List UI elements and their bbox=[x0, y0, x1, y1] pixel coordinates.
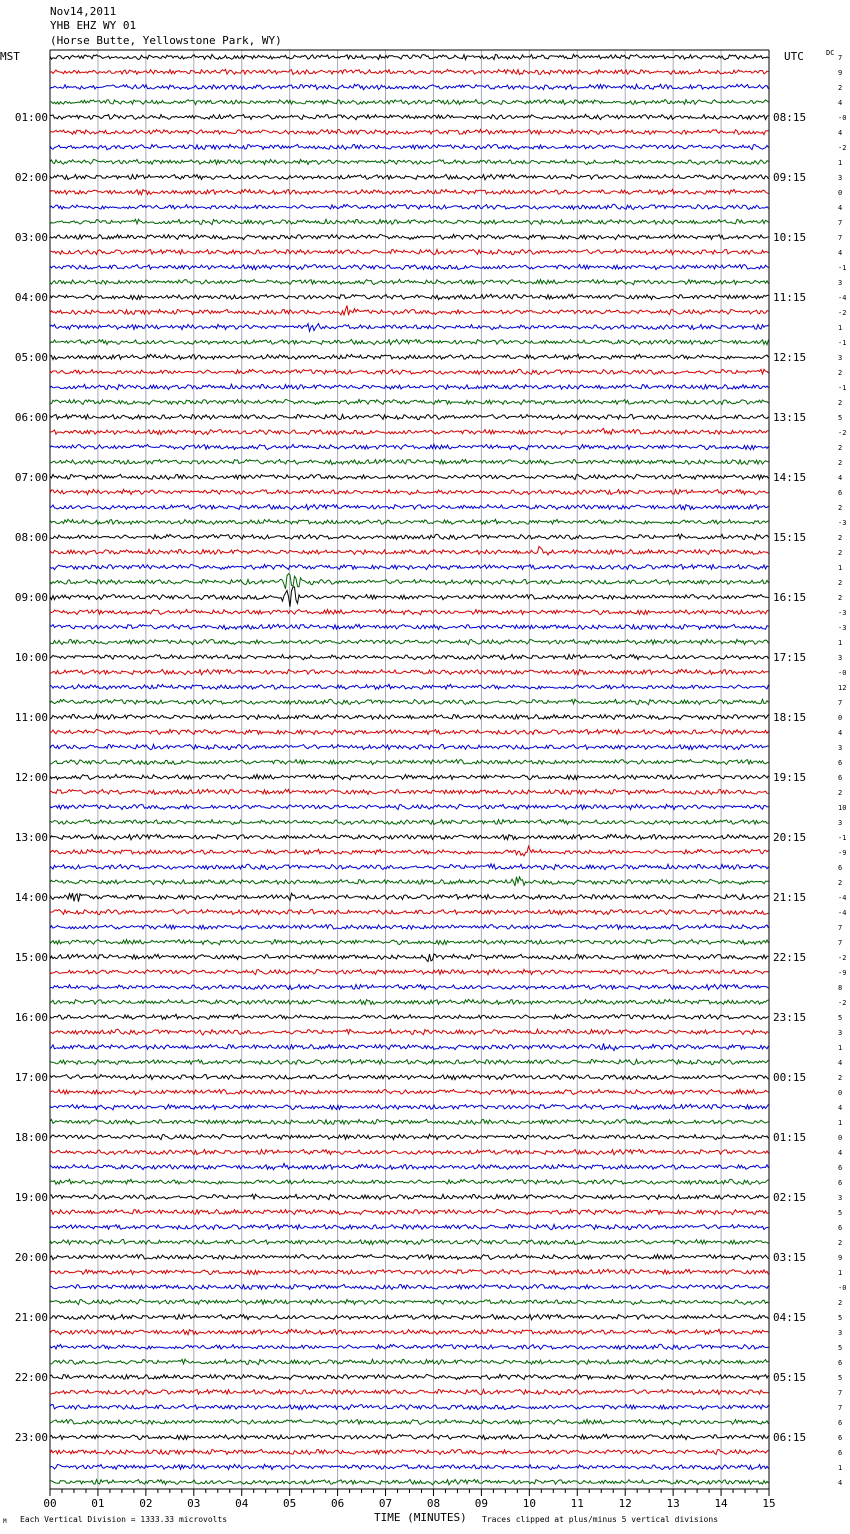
seismic-trace bbox=[50, 1329, 769, 1334]
seismic-trace bbox=[50, 1163, 769, 1169]
seismic-trace bbox=[50, 1254, 769, 1259]
seismic-trace bbox=[50, 189, 769, 194]
dc-offset-label: 7 bbox=[838, 219, 843, 227]
seismic-trace bbox=[50, 1209, 769, 1214]
x-tick-label: 10 bbox=[522, 1497, 536, 1510]
seismic-trace bbox=[50, 1014, 769, 1019]
seismic-trace bbox=[50, 1405, 769, 1410]
dc-offset-label: 2 bbox=[838, 444, 843, 452]
seismic-trace bbox=[50, 1119, 769, 1124]
x-tick-label: 13 bbox=[666, 1497, 680, 1510]
dc-offset-label: 4 bbox=[838, 1104, 843, 1112]
seismic-trace bbox=[50, 1434, 769, 1439]
seismic-trace bbox=[50, 1480, 769, 1485]
seismic-trace bbox=[50, 804, 769, 809]
dc-offset-label: 1 bbox=[838, 1464, 843, 1472]
dc-offset-label: 0 bbox=[838, 189, 843, 197]
dc-offset-label: 4 bbox=[838, 1479, 843, 1487]
dc-offset-label: -3 bbox=[838, 624, 847, 632]
x-tick-label: 05 bbox=[283, 1497, 297, 1510]
x-tick-label: 03 bbox=[187, 1497, 201, 1510]
x-tick-label: 06 bbox=[330, 1497, 345, 1510]
left-hour-label: 04:00 bbox=[14, 291, 48, 304]
right-hour-label: 06:15 bbox=[773, 1431, 807, 1444]
seismic-trace bbox=[50, 306, 769, 316]
seismic-trace bbox=[50, 474, 769, 479]
left-hour-label: 20:00 bbox=[14, 1251, 48, 1264]
seismic-trace bbox=[50, 834, 769, 840]
dc-offset-label: 4 bbox=[838, 99, 843, 107]
seismic-trace bbox=[50, 684, 769, 689]
right-hour-label: 20:15 bbox=[773, 831, 807, 844]
dc-offset-label: 2 bbox=[838, 369, 843, 377]
dc-offset-label: 7 bbox=[838, 54, 843, 62]
seismic-trace bbox=[50, 1449, 769, 1454]
station-location: (Horse Butte, Yellowstone Park, WY) bbox=[50, 34, 282, 47]
dc-offset-label: -1 bbox=[838, 339, 847, 347]
dc-offset-label: 1 bbox=[838, 1269, 843, 1277]
seismic-trace bbox=[50, 1104, 769, 1110]
dc-offset-label: 3 bbox=[838, 174, 843, 182]
seismic-trace bbox=[50, 1240, 769, 1245]
x-tick-label: 11 bbox=[570, 1497, 584, 1510]
x-tick-label: 08 bbox=[426, 1497, 441, 1510]
dc-offset-label: -4 bbox=[838, 294, 847, 302]
seismic-trace bbox=[50, 715, 769, 720]
dc-offset-label: 1 bbox=[838, 564, 843, 572]
dc-offset-label: 2 bbox=[838, 594, 843, 602]
seismic-trace bbox=[50, 175, 769, 180]
dc-offset-label: 3 bbox=[838, 1329, 843, 1337]
dc-offset-label: 4 bbox=[838, 249, 843, 257]
dc-offset-label: 3 bbox=[838, 819, 843, 827]
right-hour-label: 21:15 bbox=[773, 891, 807, 904]
dc-offset-label: -1 bbox=[838, 834, 847, 842]
left-hour-label: 07:00 bbox=[14, 471, 48, 484]
dc-offset-label: 6 bbox=[838, 1449, 843, 1457]
dc-offset-label: 3 bbox=[838, 744, 843, 752]
seismic-trace bbox=[50, 969, 769, 974]
x-tick-label: 14 bbox=[714, 1497, 728, 1510]
seismic-trace bbox=[50, 864, 769, 870]
dc-offset-label: 2 bbox=[838, 534, 843, 542]
seismic-trace bbox=[50, 234, 769, 239]
dc-column-label: DC bbox=[826, 49, 835, 57]
dc-offset-label: 2 bbox=[838, 504, 843, 512]
seismic-trace bbox=[50, 789, 769, 794]
seismic-trace bbox=[50, 1284, 769, 1289]
seismic-trace bbox=[50, 564, 769, 569]
dc-offset-label: 6 bbox=[838, 1359, 843, 1367]
right-hour-label: 04:15 bbox=[773, 1311, 807, 1324]
dc-offset-label: 1 bbox=[838, 639, 843, 647]
dc-offset-label: 2 bbox=[838, 549, 843, 557]
seismic-trace bbox=[50, 100, 769, 105]
left-hour-label: 11:00 bbox=[14, 711, 48, 724]
seismic-trace bbox=[50, 249, 769, 254]
seismic-trace bbox=[50, 1315, 769, 1320]
right-hour-label: 09:15 bbox=[773, 171, 807, 184]
seismic-trace bbox=[50, 354, 769, 359]
seismic-trace bbox=[50, 159, 769, 164]
dc-offset-label: 2 bbox=[838, 84, 843, 92]
seismic-trace bbox=[50, 1299, 769, 1304]
seismic-trace bbox=[50, 877, 769, 886]
dc-offset-label: 2 bbox=[838, 1074, 843, 1082]
left-hour-label: 08:00 bbox=[14, 531, 48, 544]
dc-offset-label: 7 bbox=[838, 699, 843, 707]
seismic-trace bbox=[50, 84, 769, 89]
dc-offset-label: -2 bbox=[838, 429, 847, 437]
dc-offset-label: 3 bbox=[838, 354, 843, 362]
dc-offset-label: 6 bbox=[838, 759, 843, 767]
dc-offset-label: 6 bbox=[838, 1164, 843, 1172]
right-hour-label: 17:15 bbox=[773, 651, 807, 664]
seismic-trace bbox=[50, 574, 769, 589]
right-hour-label: 08:15 bbox=[773, 111, 807, 124]
plot-date: Nov14,2011 bbox=[50, 5, 117, 18]
x-tick-label: 09 bbox=[474, 1497, 489, 1510]
seismic-trace bbox=[50, 219, 769, 224]
seismic-trace bbox=[50, 655, 769, 660]
seismic-trace bbox=[50, 340, 769, 345]
station-id: YHB EHZ WY 01 bbox=[50, 19, 137, 32]
dc-offset-label: -0 bbox=[838, 1284, 847, 1292]
dc-offset-label: 2 bbox=[838, 879, 843, 887]
seismic-trace bbox=[50, 760, 769, 765]
right-hour-label: 18:15 bbox=[773, 711, 807, 724]
seismic-trace bbox=[50, 1224, 769, 1229]
dc-offset-label: -0 bbox=[838, 114, 847, 122]
seismic-trace bbox=[50, 489, 769, 494]
right-hour-label: 00:15 bbox=[773, 1071, 807, 1084]
seismic-trace bbox=[50, 384, 769, 389]
seismic-trace bbox=[50, 1464, 769, 1469]
left-hour-label: 06:00 bbox=[14, 411, 48, 424]
dc-offset-label: 2 bbox=[838, 789, 843, 797]
seismic-trace bbox=[50, 1150, 769, 1155]
seismic-trace bbox=[50, 609, 769, 614]
dc-offset-label: 0 bbox=[838, 714, 843, 722]
right-hour-label: 02:15 bbox=[773, 1191, 807, 1204]
dc-offset-label: 6 bbox=[838, 489, 843, 497]
dc-offset-label: 2 bbox=[838, 1239, 843, 1247]
x-tick-label: 15 bbox=[762, 1497, 776, 1510]
corner-mark: M bbox=[3, 1518, 7, 1525]
dc-offset-label: 9 bbox=[838, 69, 843, 77]
left-hour-label: 09:00 bbox=[14, 591, 48, 604]
right-hour-label: 14:15 bbox=[773, 471, 807, 484]
left-hour-label: 17:00 bbox=[14, 1071, 48, 1084]
dc-offset-label: 2 bbox=[838, 399, 843, 407]
dc-offset-label: 0 bbox=[838, 1134, 843, 1142]
scale-note: Each Vertical Division = 1333.33 microvolts bbox=[20, 1515, 228, 1524]
seismic-trace bbox=[50, 587, 769, 607]
seismic-trace bbox=[50, 1075, 769, 1080]
right-hour-label: 22:15 bbox=[773, 951, 807, 964]
left-hour-label: 16:00 bbox=[14, 1011, 48, 1024]
dc-offset-label: 0 bbox=[838, 1089, 843, 1097]
right-hour-label: 23:15 bbox=[773, 1011, 807, 1024]
left-hour-label: 05:00 bbox=[14, 351, 48, 364]
dc-offset-label: 3 bbox=[838, 654, 843, 662]
seismic-trace bbox=[50, 924, 769, 929]
seismic-trace bbox=[50, 1389, 769, 1394]
right-hour-label: 16:15 bbox=[773, 591, 807, 604]
right-hour-label: 01:15 bbox=[773, 1131, 807, 1144]
left-hour-label: 03:00 bbox=[14, 231, 48, 244]
trace-group bbox=[50, 54, 769, 1484]
dc-offset-label: 1 bbox=[838, 1119, 843, 1127]
left-hour-label: 22:00 bbox=[14, 1371, 48, 1384]
dc-offset-label: 5 bbox=[838, 1314, 843, 1322]
dc-offset-label: 3 bbox=[838, 1194, 843, 1202]
dc-offset-label: -2 bbox=[838, 999, 847, 1007]
seismic-trace bbox=[50, 669, 769, 675]
seismic-trace bbox=[50, 985, 769, 990]
seismic-trace bbox=[50, 69, 769, 74]
dc-offset-label: -9 bbox=[838, 969, 847, 977]
right-hour-label: 13:15 bbox=[773, 411, 807, 424]
left-hour-label: 23:00 bbox=[14, 1431, 48, 1444]
seismic-trace bbox=[50, 699, 769, 705]
dc-offset-label: -0 bbox=[838, 669, 847, 677]
label-group bbox=[15, 54, 847, 1510]
left-hour-label: 21:00 bbox=[14, 1311, 48, 1324]
dc-offset-label: 2 bbox=[838, 459, 843, 467]
dc-offset-label: 6 bbox=[838, 864, 843, 872]
right-hour-label: 19:15 bbox=[773, 771, 807, 784]
dc-offset-label: -1 bbox=[838, 384, 847, 392]
seismic-trace bbox=[50, 1059, 769, 1064]
seismic-trace bbox=[50, 1374, 769, 1379]
seismic-trace bbox=[50, 399, 769, 404]
dc-offset-label: 6 bbox=[838, 1224, 843, 1232]
seismic-trace bbox=[50, 204, 769, 209]
seismic-trace bbox=[50, 744, 769, 749]
dc-offset-label: 9 bbox=[838, 1254, 843, 1262]
seismic-trace bbox=[50, 54, 769, 59]
seismic-trace bbox=[50, 144, 769, 149]
dc-offset-label: 2 bbox=[838, 579, 843, 587]
right-hour-label: 03:15 bbox=[773, 1251, 807, 1264]
dc-offset-label: 5 bbox=[838, 1344, 843, 1352]
seismic-trace bbox=[50, 910, 769, 915]
seismic-trace bbox=[50, 505, 769, 510]
left-hour-label: 12:00 bbox=[14, 771, 48, 784]
dc-offset-label: 6 bbox=[838, 774, 843, 782]
seismic-trace bbox=[50, 519, 769, 524]
right-hour-label: 11:15 bbox=[773, 291, 807, 304]
dc-offset-label: 5 bbox=[838, 1374, 843, 1382]
left-hour-label: 19:00 bbox=[14, 1191, 48, 1204]
dc-offset-label: 5 bbox=[838, 414, 843, 422]
seismic-trace bbox=[50, 729, 769, 734]
seismic-trace bbox=[50, 940, 769, 945]
dc-offset-label: 6 bbox=[838, 1434, 843, 1442]
seismic-trace bbox=[50, 1089, 769, 1094]
seismic-trace bbox=[50, 459, 769, 464]
right-hour-label: 12:15 bbox=[773, 351, 807, 364]
left-hour-label: 15:00 bbox=[14, 951, 48, 964]
seismic-trace bbox=[50, 130, 769, 135]
right-hour-label: 10:15 bbox=[773, 231, 807, 244]
x-tick-label: 00 bbox=[43, 1497, 57, 1510]
seismic-trace bbox=[50, 639, 769, 644]
dc-offset-label: -3 bbox=[838, 609, 847, 617]
dc-offset-label: 7 bbox=[838, 924, 843, 932]
seismic-trace bbox=[50, 1269, 769, 1274]
dc-offset-label: -1 bbox=[838, 264, 847, 272]
dc-offset-label: 7 bbox=[838, 1404, 843, 1412]
dc-offset-label: 10 bbox=[838, 804, 847, 812]
dc-offset-label: -2 bbox=[838, 954, 847, 962]
dc-offset-label: 1 bbox=[838, 1044, 843, 1052]
x-tick-label: 12 bbox=[618, 1497, 632, 1510]
seismic-trace bbox=[50, 893, 769, 902]
dc-offset-label: 4 bbox=[838, 204, 843, 212]
seismic-trace bbox=[50, 774, 769, 779]
seismic-trace bbox=[50, 414, 769, 419]
dc-offset-label: -2 bbox=[838, 309, 847, 317]
seismic-trace bbox=[50, 279, 769, 284]
x-tick-label: 07 bbox=[378, 1497, 393, 1510]
seismic-trace bbox=[50, 999, 769, 1004]
dc-offset-label: 2 bbox=[838, 1299, 843, 1307]
left-hour-label: 10:00 bbox=[14, 651, 48, 664]
x-tick-label: 04 bbox=[235, 1497, 249, 1510]
seismic-trace bbox=[50, 1359, 769, 1364]
seismic-trace bbox=[50, 1029, 769, 1035]
seismic-trace bbox=[50, 820, 769, 825]
left-hour-label: 02:00 bbox=[14, 171, 48, 184]
dc-offset-label: -3 bbox=[838, 519, 847, 527]
dc-offset-label: 4 bbox=[838, 474, 843, 482]
dc-offset-label: 4 bbox=[838, 1149, 843, 1157]
seismic-trace bbox=[50, 324, 769, 332]
dc-offset-label: 3 bbox=[838, 1029, 843, 1037]
dc-offset-label: 1 bbox=[838, 324, 843, 332]
dc-offset-label: 4 bbox=[838, 1059, 843, 1067]
clip-note: Traces clipped at plus/minus 5 vertical divisions bbox=[482, 1515, 719, 1524]
dc-offset-label: 7 bbox=[838, 939, 843, 947]
x-tick-label: 02 bbox=[139, 1497, 153, 1510]
dc-offset-label: -4 bbox=[838, 894, 847, 902]
dc-offset-label: 5 bbox=[838, 1209, 843, 1217]
dc-offset-label: 6 bbox=[838, 1179, 843, 1187]
dc-offset-label: 1 bbox=[838, 159, 843, 167]
seismic-trace bbox=[50, 1043, 769, 1050]
dc-offset-label: 5 bbox=[838, 1014, 843, 1022]
seismic-trace bbox=[50, 846, 769, 856]
right-timezone-label: UTC bbox=[784, 50, 804, 63]
dc-offset-label: 7 bbox=[838, 234, 843, 242]
left-hour-label: 01:00 bbox=[14, 111, 48, 124]
seismic-trace bbox=[50, 534, 769, 540]
dc-offset-label: 3 bbox=[838, 279, 843, 287]
seismic-trace bbox=[50, 547, 769, 555]
right-hour-label: 15:15 bbox=[773, 531, 807, 544]
seismic-trace bbox=[50, 1179, 769, 1184]
dc-offset-label: -4 bbox=[838, 909, 847, 917]
dc-offset-label: 12 bbox=[838, 684, 847, 692]
dc-offset-label: 8 bbox=[838, 984, 843, 992]
left-hour-label: 18:00 bbox=[14, 1131, 48, 1144]
seismic-trace bbox=[50, 444, 769, 449]
dc-offset-label: 7 bbox=[838, 1389, 843, 1397]
seismic-trace bbox=[50, 114, 769, 119]
seismic-trace bbox=[50, 294, 769, 299]
seismic-trace bbox=[50, 1419, 769, 1424]
left-hour-label: 13:00 bbox=[14, 831, 48, 844]
seismic-trace bbox=[50, 954, 769, 962]
seismic-trace bbox=[50, 624, 769, 629]
seismic-trace bbox=[50, 1344, 769, 1349]
right-hour-label: 05:15 bbox=[773, 1371, 807, 1384]
seismic-trace bbox=[50, 265, 769, 270]
seismic-trace bbox=[50, 1134, 769, 1139]
dc-offset-label: 6 bbox=[838, 1419, 843, 1427]
seismic-trace bbox=[50, 1194, 769, 1199]
seismic-trace bbox=[50, 369, 769, 374]
dc-offset-label: 4 bbox=[838, 129, 843, 137]
dc-offset-label: -2 bbox=[838, 144, 847, 152]
x-axis-title: TIME (MINUTES) bbox=[374, 1511, 467, 1524]
x-tick-label: 01 bbox=[91, 1497, 105, 1510]
dc-offset-label: -9 bbox=[838, 849, 847, 857]
dc-offset-label: 4 bbox=[838, 729, 843, 737]
left-hour-label: 14:00 bbox=[14, 891, 48, 904]
seismic-trace bbox=[50, 428, 769, 434]
left-timezone-label: MST bbox=[0, 50, 20, 63]
